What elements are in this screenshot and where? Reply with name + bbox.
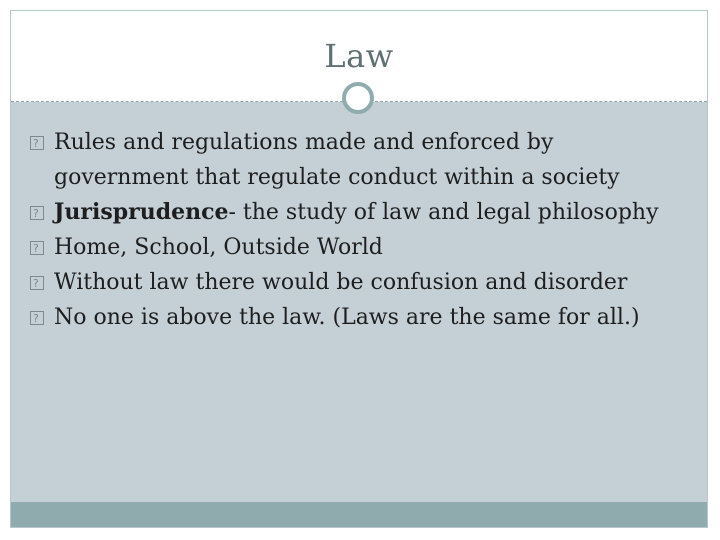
square-bullet-icon [30, 276, 44, 290]
bullet-item [30, 195, 680, 230]
bullet-text: Home, School, Outside World [54, 235, 383, 260]
bottom-bar [11, 502, 707, 527]
bullet-text: Without law there would be confusion and disorder [54, 270, 628, 295]
bullet-item [30, 230, 680, 265]
circle-ornament-icon [342, 82, 374, 114]
bullet-bold-term: Jurisprudence [54, 199, 229, 225]
square-bullet-icon [30, 241, 44, 255]
bullet-item [30, 125, 680, 195]
bullet-item [30, 265, 680, 300]
bullet-list [30, 125, 680, 335]
bullet-text: No one is above the law. (Laws are the same for all.) [54, 305, 640, 330]
square-bullet-icon [30, 311, 44, 325]
bullet-item [30, 300, 680, 335]
square-bullet-icon [30, 136, 44, 150]
bullet-text: Rules and regulations made and enforced by government that regulate conduct within a society [54, 130, 620, 190]
slide-title: Law [324, 37, 394, 75]
bullet-text: - the study of law and legal philosophy [228, 200, 659, 225]
square-bullet-icon [30, 206, 44, 220]
